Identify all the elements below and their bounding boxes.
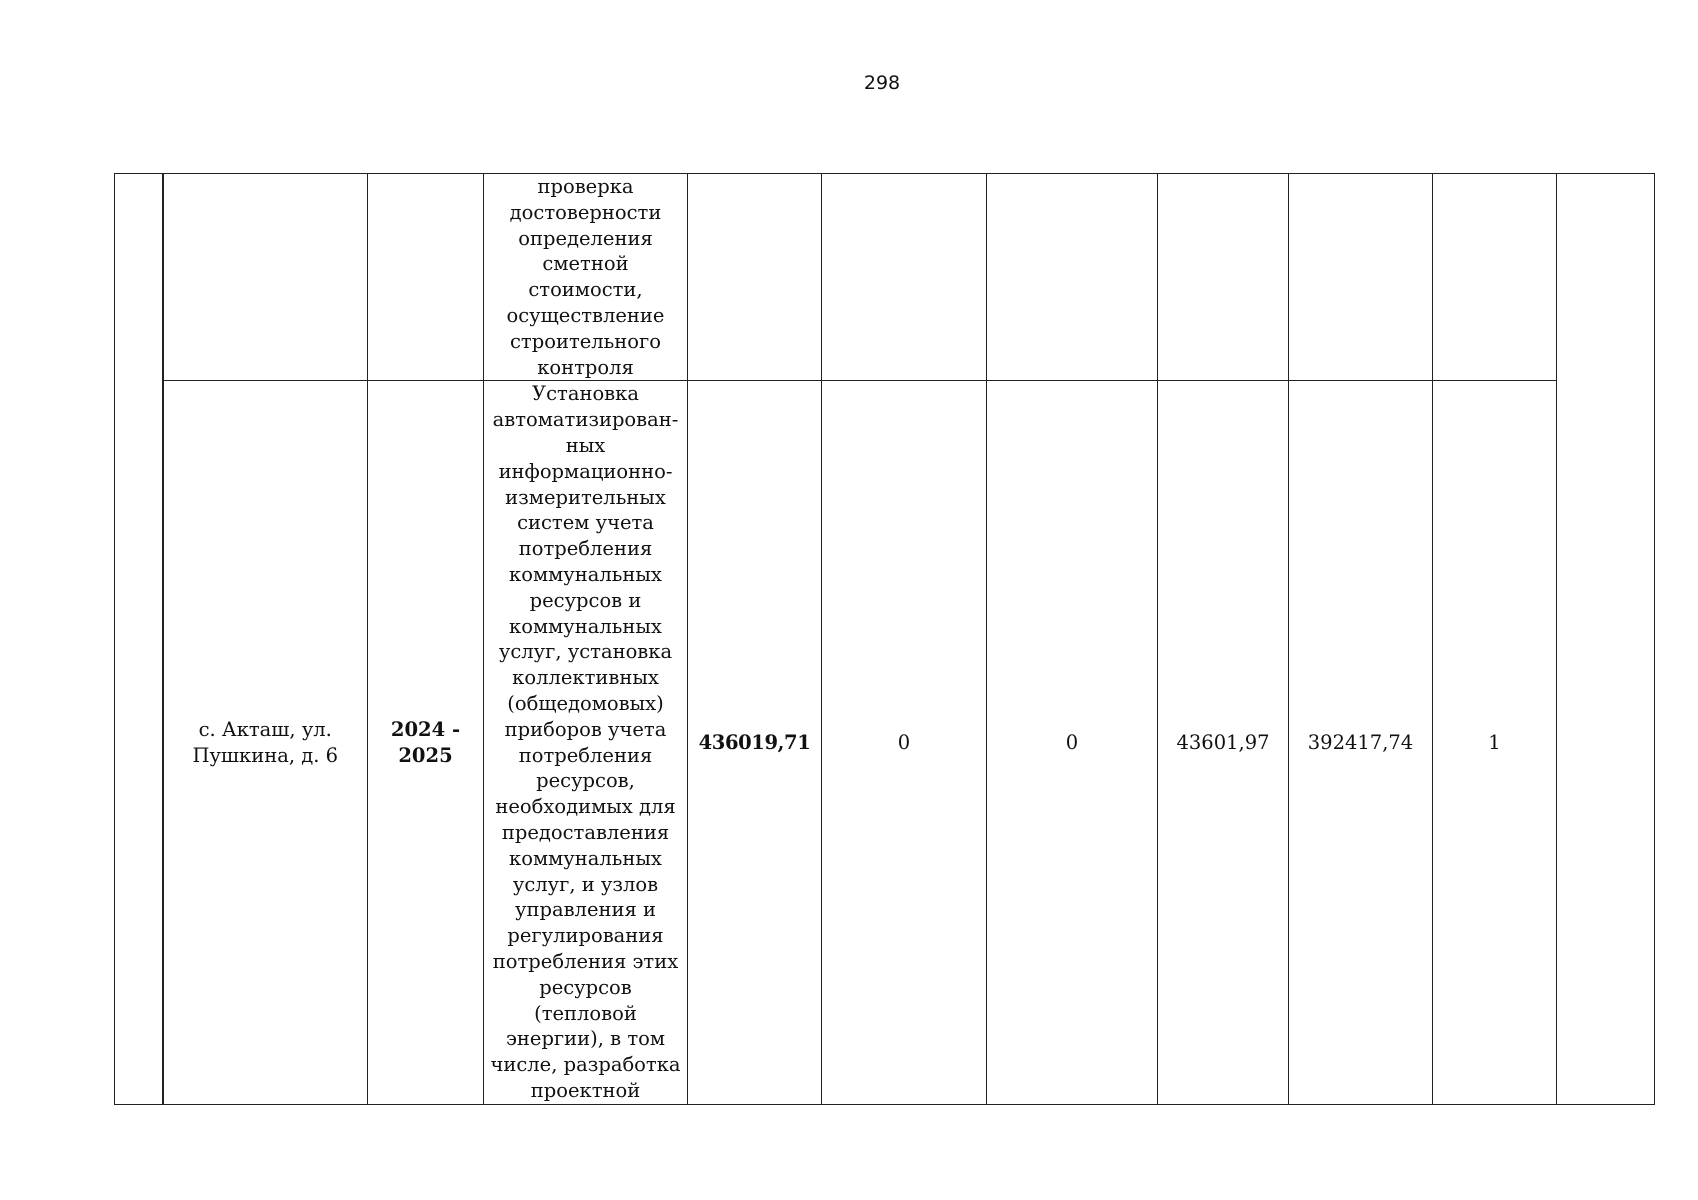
value-cell-4: 392417,74 [1289,381,1433,1104]
count-cell [1433,174,1557,381]
value-cell-3: 43601,97 [1158,381,1289,1104]
works-table [114,173,1655,1105]
total-cost-cell [688,174,822,381]
value-cell-2: 0 [987,381,1158,1104]
value-cell-2 [987,174,1158,381]
value-cell-1: 0 [822,381,987,1104]
page-number: 298 [863,72,901,94]
value-cell-3 [1158,174,1289,381]
work-description-cell: проверка достоверности определения сметной стоимости, осуществление строительного контроля [484,174,688,381]
value-cell-1 [822,174,987,381]
period-cell: 2024 - 2025 [368,381,484,1104]
address-cell [163,174,368,381]
period-cell [368,174,484,381]
row-number-cell [115,174,163,1105]
work-description-cell: Установка автоматизирован- ных информационно- измерительных систем учета потребления коммунальных ресурсов и коммунальных услуг, установка коллективных (общедомовых) приборов учета потребления ресурсов, необходимых для предоставления коммунальных услуг, и узлов управления и регулирования потребления этих ресурсов (тепловой энергии), в том числе, разработка проектной [484,381,688,1104]
total-cost-cell: 436019,71 [688,381,822,1104]
table-row [115,381,1655,1104]
value-cell-4 [1289,174,1433,381]
count-cell: 1 [1433,381,1557,1104]
table-row [115,174,1655,381]
address-cell: с. Акташ, ул. Пушкина, д. 6 [163,381,368,1104]
last-column-cell [1557,174,1655,1105]
